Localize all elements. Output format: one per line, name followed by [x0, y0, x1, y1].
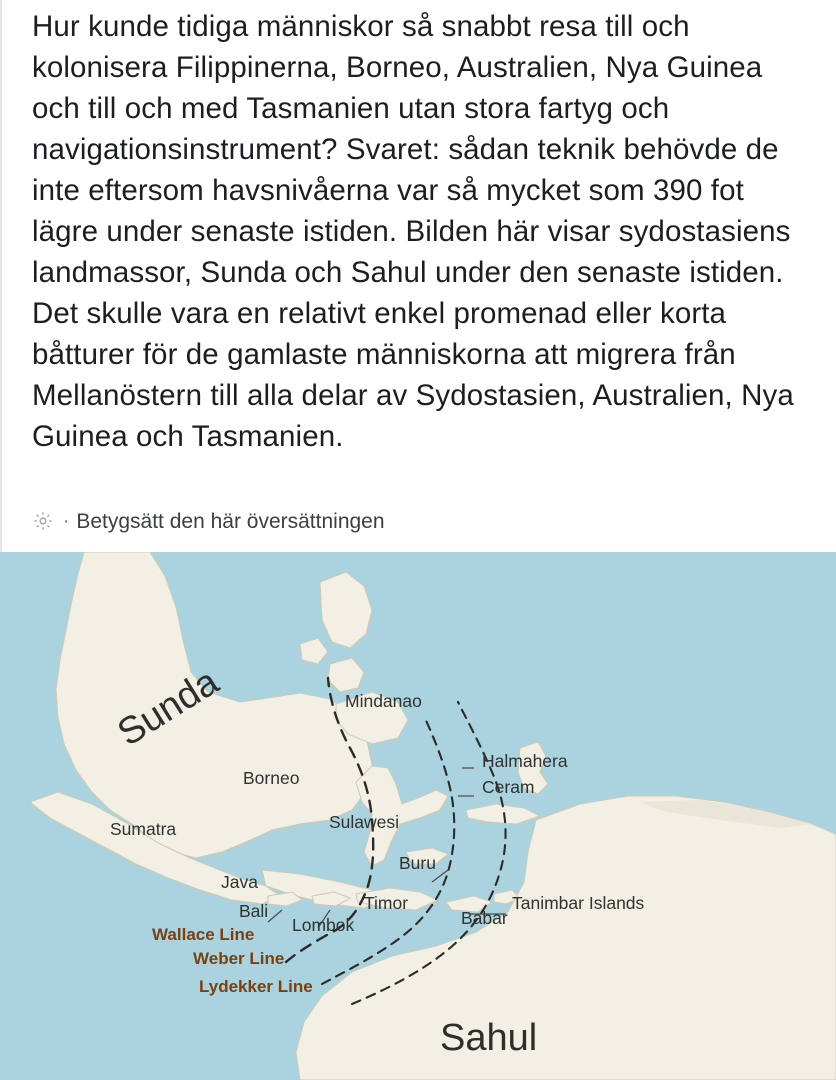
- map-island-label-java: Java: [221, 872, 258, 892]
- map-island-label-buru: Buru: [399, 853, 436, 873]
- map-island-label-timor: Timor: [364, 893, 409, 913]
- map-island-label-ceram: Ceram: [482, 777, 535, 797]
- left-edge-rule: [0, 0, 2, 552]
- post-body-text: Hur kunde tidiga människor så snabbt resa till och kolonisera Filippinerna, Borneo, Australien, Nya Guinea och till och med Tasmanien utan stora fartyg och navigationsinstrument? Svaret: sådan teknik behövde de inte eftersom havsnivåerna var så mycket som 390 fot lägre under senaste istiden. Bilden här visar sydostasiens landmassor, Sunda och Sahul under den senaste istiden. Det skulle vara en relativt enkel promenad eller korta båtturer för de gamlaste människorna att migrera från Mellanöstern till alla delar av Sydostasien, Australien, Nya Guinea och Tasmanien.: [32, 10, 803, 453]
- map-island-label-bali: Bali: [239, 901, 269, 921]
- map-island-label-babar: Babar: [461, 908, 508, 928]
- map-image[interactable]: [0, 552, 836, 1080]
- rating-separator: ·: [63, 510, 70, 532]
- rate-translation-label[interactable]: Betygsätt den här översättningen: [76, 509, 385, 533]
- map-island-label-tanimbar-islands: Tanimbar Islands: [512, 893, 645, 913]
- map-island-label-sulawesi: Sulawesi: [329, 812, 400, 832]
- map-island-label-borneo: Borneo: [243, 768, 300, 788]
- map-line-label-wallace-line: Wallace Line: [152, 925, 255, 944]
- map-island-label-sumatra: Sumatra: [110, 819, 177, 839]
- map-island-label-mindanao: Mindanao: [345, 691, 422, 711]
- map-region-label-sahul: Sahul: [440, 1017, 538, 1059]
- map-island-label-lombok: Lombok: [292, 915, 355, 935]
- map-island-label-halmahera: Halmahera: [482, 751, 568, 771]
- map-line-label-lydekker-line: Lydekker Line: [199, 977, 313, 996]
- map-line-label-weber-line: Weber Line: [193, 949, 285, 968]
- gear-icon: [32, 510, 54, 532]
- rate-translation-row[interactable]: [32, 505, 385, 537]
- map-region-label-sunda: Sunda: [110, 660, 226, 755]
